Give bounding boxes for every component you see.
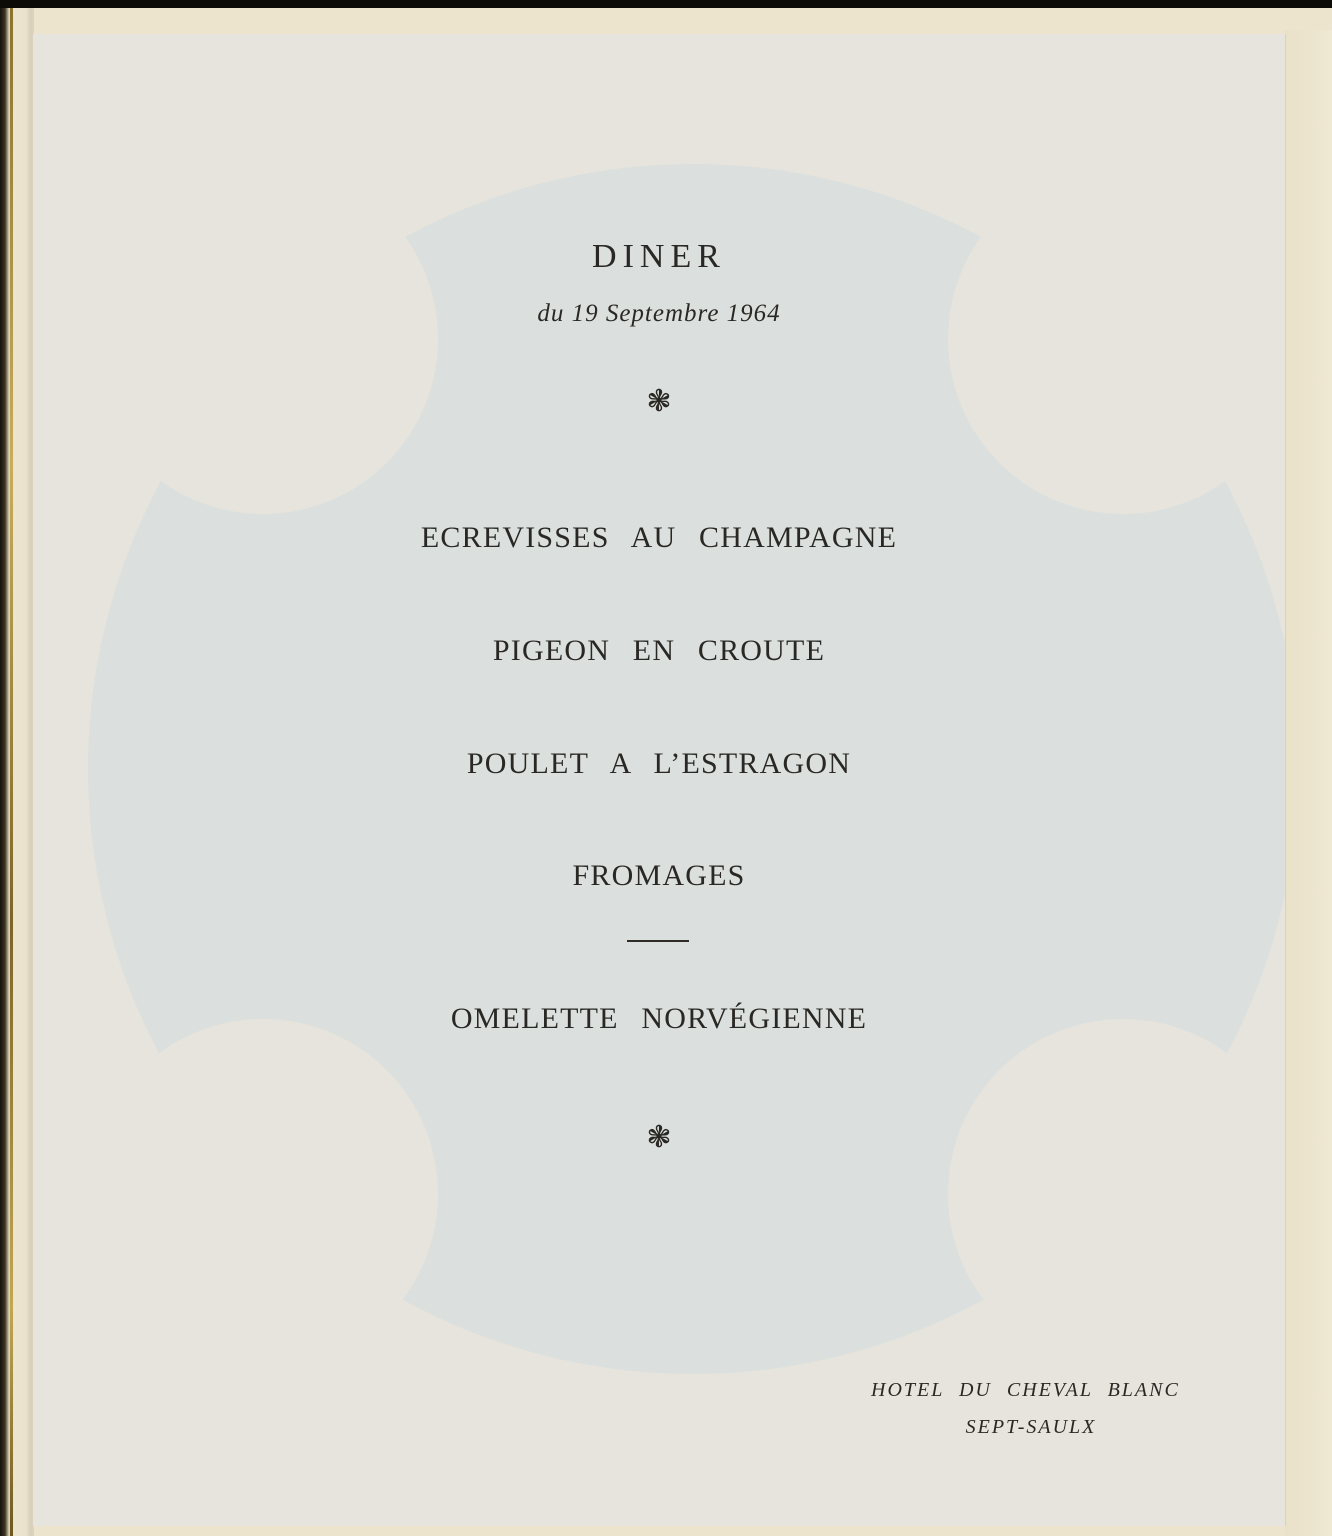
asterism-ornament-top: ❃ — [646, 384, 672, 419]
course-item-dessert: OMELETTE NORVÉGIENNE — [450, 1002, 868, 1035]
hotel-location: SEPT-SAULX — [965, 1416, 1097, 1438]
asterism-ornament-bottom: ❃ — [646, 1120, 672, 1155]
course-item: POULET A L’ESTRAGON — [466, 747, 852, 780]
menu-title: DINER — [592, 238, 726, 275]
course-item: ECREVISSES AU CHAMPAGNE — [420, 521, 898, 554]
course-item: FROMAGES — [572, 859, 746, 892]
gold-edge — [10, 8, 13, 1536]
menu-page — [33, 34, 1285, 1526]
hotel-name: HOTEL DU CHEVAL BLANC — [871, 1379, 1180, 1401]
card-spine — [0, 8, 34, 1536]
card-edge-right — [1285, 30, 1332, 1536]
menu-date: du 19 Septembre 1964 — [537, 300, 781, 327]
dessert-separator-rule — [627, 940, 689, 942]
course-item: PIGEON EN CROUTE — [492, 634, 826, 667]
